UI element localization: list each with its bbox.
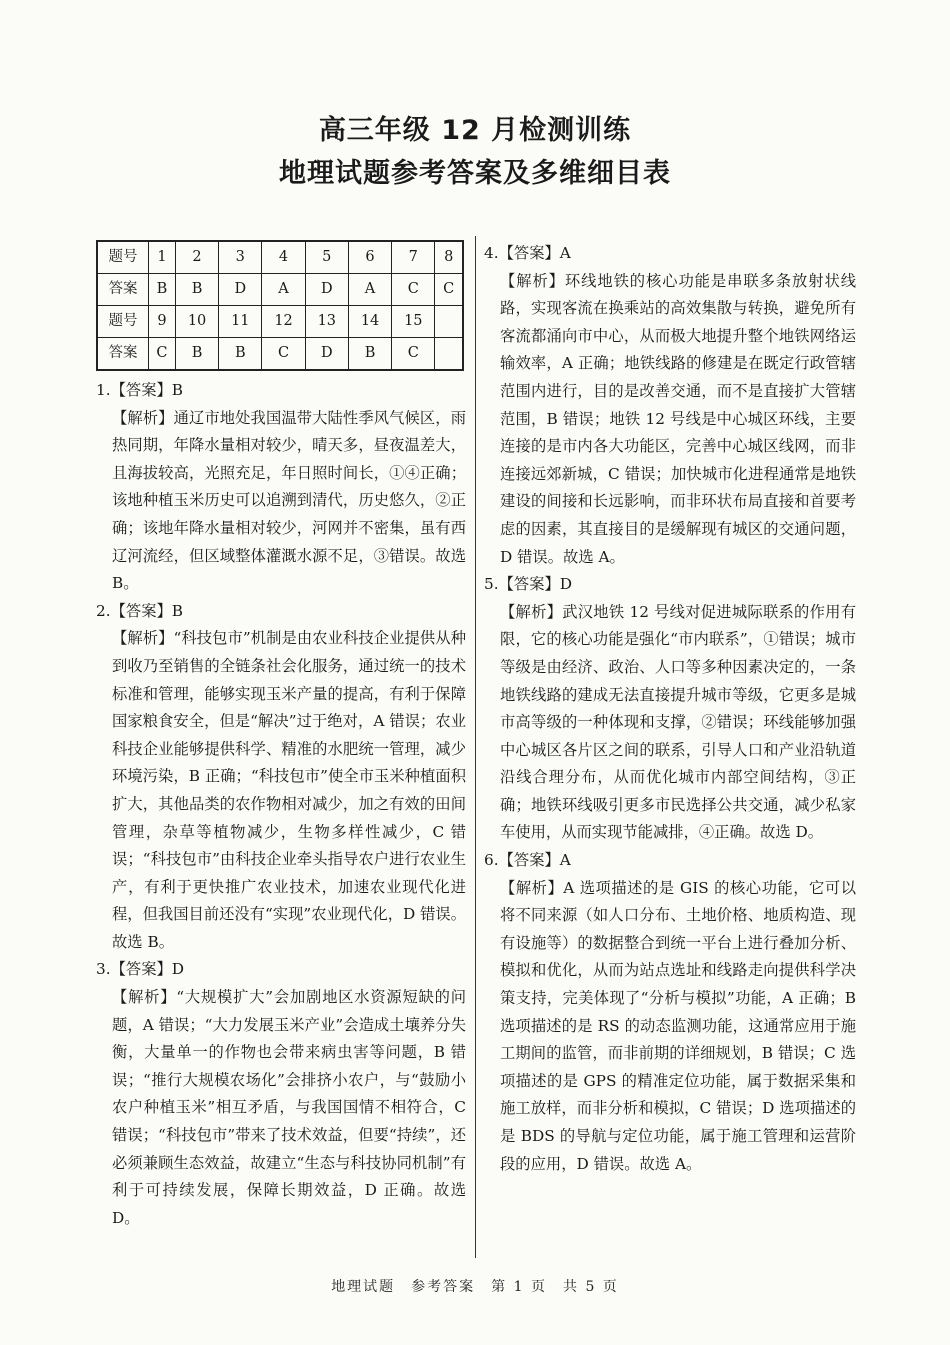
table-cell: C [435, 274, 463, 306]
document-title-line1: 高三年级 12 月检测训练 [318, 115, 632, 146]
answer-line: 2.【答案】B [96, 601, 184, 620]
table-cell: D [219, 274, 262, 306]
right-column [484, 240, 856, 1178]
answer-line: 6.【答案】A [484, 851, 571, 870]
table-cell: C [392, 274, 435, 306]
table-cell: C [262, 338, 305, 371]
table-cell: 8 [435, 241, 463, 274]
table-cell: 5 [305, 241, 348, 274]
explanation: 【解析】武汉地铁 12 号线对促进城际联系的作用有限，它的核心功能是强化“市内联系”，①错误；城市等级是由经济、政治、人口等多种因素决定的，一条地铁线路的建成无法直接提升城市等级，它更多是城市高等级的一种体现和支撑，②错误；环线能够加强中心城区各片区之间的联系，引导人口和产业沿轨道沿线合理分布，从而优化城市内部空间结构，③正确；地铁环线吸引更多市民选择公共交通，减少私家车使用，从而实现节能减排，④正确。故选 D。 [500, 602, 856, 842]
table-cell: B [219, 338, 262, 371]
table-cell: 7 [392, 241, 435, 274]
table-cell: 1 [149, 241, 176, 274]
table-cell: 10 [175, 306, 218, 338]
answer-line: 1.【答案】B [96, 381, 184, 399]
table-cell: A [262, 274, 305, 306]
table-cell: 题号 [97, 306, 149, 338]
table-cell: B [149, 274, 176, 306]
table-cell: 14 [348, 306, 391, 338]
question-1 [96, 377, 466, 598]
table-cell: 12 [262, 306, 305, 338]
table-cell: 答案 [97, 274, 149, 306]
table-cell: C [392, 338, 435, 371]
table-cell: 2 [175, 241, 218, 274]
table-cell: B [348, 338, 391, 371]
column-divider [475, 236, 476, 1258]
table-cell: 答案 [97, 338, 149, 371]
answer-line: 4.【答案】A [484, 244, 571, 262]
explanation: 【解析】环线地铁的核心功能是串联多条放射状线路，实现客流在换乘站的高效集散与转换，避免所有客流都涌向市中心，从而极大地提升整个地铁网络运输效率，A 正确；地铁线路的修建是在既定行政管辖范围内进行，目的是改善交通，而不是直接扩大管辖范围，B 错误；地铁 12 号线是中心城区环线，主要连接的是市内各大功能区，完善中心城区线网，而非连接远郊新城，C 错误；加快城市化进程通常是地铁建设的间接和长远影响，而非环状布局直接和首要考虑的因素，其直接目的是缓解现有城区的交通问题，D 错误。故选 A。 [500, 271, 856, 566]
table-cell [435, 338, 463, 371]
explanation: 【解析】A 选项描述的是 GIS 的核心功能，它可以将不同来源（如人口分布、土地价格、地质构造、现有设施等）的数据整合到统一平台上进行叠加分析、模拟和优化，从而为站点选址和线路走向提供科学决策支持，完美体现了“分析与模拟”功能，A 正确；B 选项描述的是 RS 的动态监测功能，这通常应用于施工期间的监管，而非前期的详细规划，B 错误；C 选项描述的是 GPS 的精准定位功能，属于数据采集和施工放样，而非分析和模拟，C 错误；D 选项描述的是 BDS 的导航与定位功能，属于施工管理和运营阶段的应用，D 错误。故选 A。 [500, 878, 856, 1173]
table-cell: C [149, 338, 176, 371]
table-row [97, 306, 463, 338]
table-cell: 11 [219, 306, 262, 338]
table-row [97, 241, 463, 274]
answer-line: 5.【答案】D [484, 575, 573, 594]
table-cell: D [305, 338, 348, 371]
table-cell: 4 [262, 241, 305, 274]
answer-table [96, 240, 464, 371]
left-column [96, 240, 466, 1232]
explanation: 【解析】通辽市地处我国温带大陆性季风气候区，雨热同期，年降水量相对较少，晴天多，昼夜温差大，且海拔较高，光照充足，年日照时间长，①④正确；该地种植玉米历史可以追溯到清代，历史悠久，②正确；该地年降水量相对较少，河网并不密集，虽有西辽河流经，但区域整体灌溉水源不足，③错误。故选 B。 [112, 408, 466, 593]
table-row [97, 274, 463, 306]
table-cell: B [175, 274, 218, 306]
explanation: 【解析】“科技包市”机制是由农业科技企业提供从种到收乃至销售的全链条社会化服务，通过统一的技术标准和管理，能够实现玉米产量的提高，有利于保障国家粮食安全，但是“解决”过于绝对，A 错误；农业科技企业能够提供科学、精准的水肥统一管理，减少环境污染，B 正确；“科技包市”使全市玉米种植面积扩大，其他品类的农作物相对减少，加之有效的田间管理，杂草等植物减少，生物多样性减少，C 错误；“科技包市”由科技企业牵头指导农户进行农业生产，有利于更快推广农业技术，加速农业现代化进程，但我国目前还没有“实现”农业现代化，D 错误。故选 B。 [112, 629, 467, 951]
question-3 [96, 956, 466, 1232]
question-6 [484, 847, 856, 1178]
table-cell: 13 [305, 306, 348, 338]
table-cell: B [175, 338, 218, 371]
table-cell [435, 306, 463, 338]
table-cell: 9 [149, 306, 176, 338]
question-4 [484, 240, 856, 571]
table-cell: 3 [219, 241, 262, 274]
table-cell: 题号 [97, 241, 149, 274]
table-row [97, 338, 463, 371]
document-title-line2: 地理试题参考答案及多维细目表 [279, 158, 671, 189]
answer-line: 3.【答案】D [96, 960, 185, 979]
question-5 [484, 571, 856, 847]
question-2 [96, 598, 466, 957]
table-cell: 6 [348, 241, 391, 274]
explanation: 【解析】“大规模扩大”会加剧地区水资源短缺的问题，A 错误；“大力发展玉米产业”会造成土壤养分失衡，大量单一的作物也会带来病虫害等问题，B 错误；“推行大规模农场化”会排挤小农户，与“鼓励小农户种植玉米”相互矛盾，与我国国情不相符合，C 错误；“科技包市”带来了技术效益，但要“持续”，还必须兼顾生态效益，故建立“生态与科技协同机制”有利于可持续发展，保障长期效益，D 正确。故选 D。 [112, 988, 466, 1227]
table-cell: A [348, 274, 391, 306]
table-cell: D [305, 274, 348, 306]
table-cell: 15 [392, 306, 435, 338]
page-footer: 地理试题 参考答案 第 1 页 共 5 页 [331, 1279, 619, 1295]
